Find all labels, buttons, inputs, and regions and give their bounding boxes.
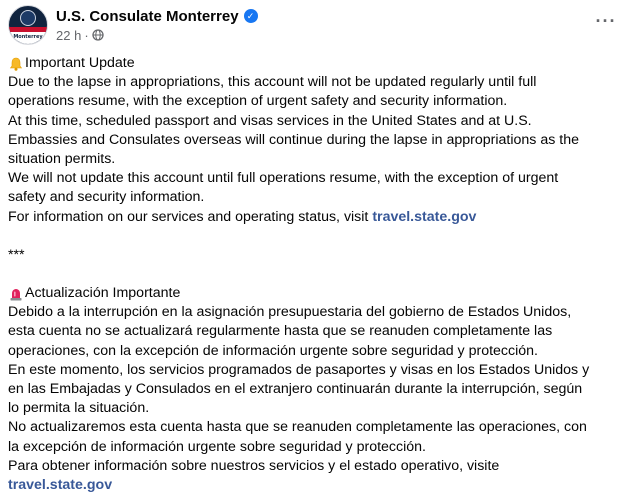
spanish-line: esta cuenta no se actualizará regularmente hasta que se reanuden completamente las [8, 323, 553, 340]
travel-state-gov-link[interactable]: travel.state.gov [372, 208, 477, 225]
verified-badge-icon: ✓ [244, 9, 258, 23]
english-line: Due to the lapse in appropriations, this account will not be updated regularly until full [8, 74, 537, 91]
meta-separator: · [84, 27, 89, 43]
spanish-heading [8, 284, 621, 303]
spanish-heading-text: Actualización Importante [25, 285, 181, 302]
page-name[interactable]: U.S. Consulate Monterrey [56, 7, 239, 25]
english-line: operations resume, with the exception of urgent safety and security information. [8, 93, 508, 110]
post-meta [56, 27, 104, 43]
english-line: safety and security information. [8, 189, 205, 206]
avatar[interactable] [8, 5, 48, 45]
english-link-prefix: For information on our services and operating status, visit [8, 208, 373, 225]
english-heading-text: Important Update [25, 55, 135, 71]
avatar-label: Monterrey [13, 34, 43, 40]
name-row [56, 6, 258, 26]
timestamp[interactable]: 22 h [56, 27, 82, 43]
more-options-button[interactable]: ··· [595, 11, 617, 31]
spanish-line: lo permita la situación. [8, 400, 150, 417]
separator: *** [8, 246, 25, 263]
seal-icon [20, 10, 36, 26]
travel-state-gov-link-es[interactable]: travel.state.gov [8, 477, 113, 493]
english-last-line [8, 208, 621, 227]
spanish-line: En este momento, los servicios programados de pasaportes y visas en los Estados Unidos y [8, 361, 590, 378]
spanish-line: operaciones, con la excepción de información urgente sobre seguridad y protección. [8, 342, 538, 359]
spanish-line: Debido a la interrupción en la asignación presupuestaria del gobierno de Estados Unidos, [8, 304, 572, 321]
english-line: At this time, scheduled passport and visas services in the United States and at U.S. [8, 112, 532, 129]
siren-icon [8, 286, 24, 302]
bell-icon [8, 56, 24, 72]
post-body [8, 54, 621, 493]
english-line: situation permits. [8, 151, 116, 168]
english-line: We will not update this account until full operations resume, with the exception of urgent [8, 170, 559, 187]
spanish-line: en las Embajadas y Consulados en el extranjero continuarán durante la interrupción, según [8, 381, 583, 398]
english-heading [8, 54, 621, 73]
spanish-line: la excepción de información urgente sobre seguridad y protección. [8, 438, 426, 455]
globe-icon [92, 29, 104, 41]
spanish-line: No actualizaremos esta cuenta hasta que se reanuden completamente las operaciones, con [8, 419, 587, 436]
english-line: Embassies and Consulates overseas will continue during the lapse in appropriations as the [8, 131, 579, 148]
post-header [8, 5, 623, 47]
spanish-line: Para obtener información sobre nuestros servicios y el estado operativo, visite [8, 457, 500, 474]
